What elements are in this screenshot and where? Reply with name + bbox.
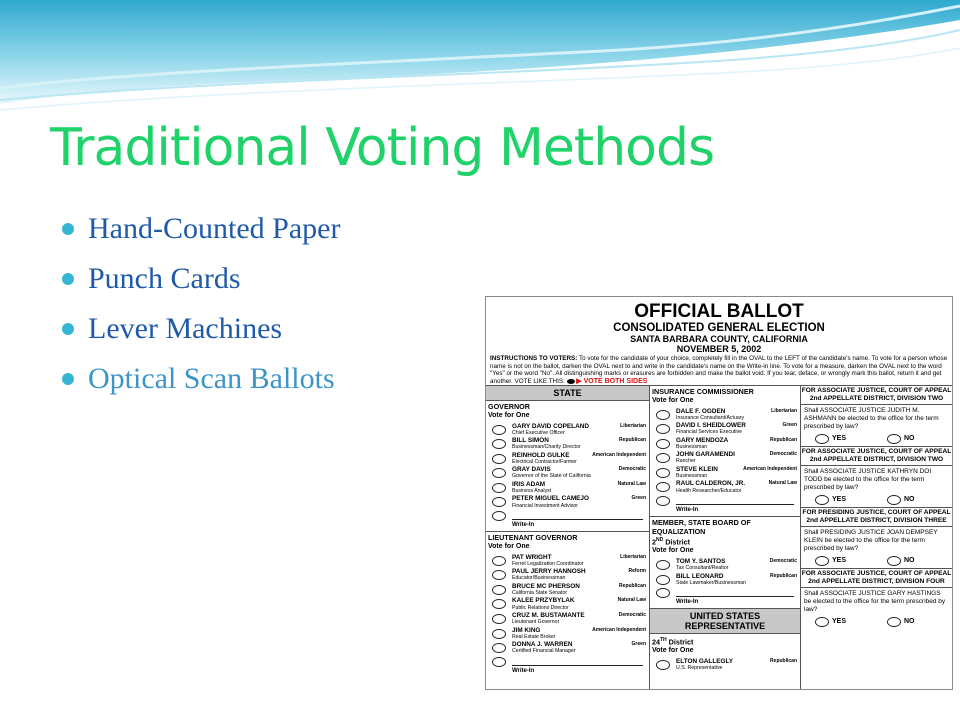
candidate-row xyxy=(488,452,647,467)
candidate-row xyxy=(488,627,647,642)
vote-oval[interactable] xyxy=(656,410,670,420)
candidate-party: Republican xyxy=(770,572,797,579)
candidate-row xyxy=(652,408,798,423)
candidate-party: American Independent xyxy=(592,451,646,458)
candidate-party: Libertarian xyxy=(620,422,646,429)
candidate-party: Libertarian xyxy=(771,407,797,414)
candidate-occupation: Businessman xyxy=(676,443,708,450)
vote-both-sides-notice: ▶ VOTE BOTH SIDES xyxy=(576,377,648,385)
yes-no-row xyxy=(801,554,952,569)
race-vote-for: Vote for One xyxy=(652,396,694,404)
candidate-row xyxy=(652,451,798,466)
header-swoosh-decoration xyxy=(0,0,960,120)
vote-oval[interactable] xyxy=(492,511,506,521)
vote-oval[interactable] xyxy=(656,482,670,492)
candidate-party: Democratic xyxy=(618,611,646,618)
candidate-name: PAUL JERRY HANNOSH xyxy=(512,568,586,576)
candidate-occupation: Governor of the State of California xyxy=(512,473,591,480)
candidate-occupation: Health Researcher/Educator xyxy=(676,487,742,494)
candidate-row xyxy=(488,583,647,598)
yes-oval[interactable] xyxy=(815,556,829,566)
yes-no-row xyxy=(801,493,952,508)
candidate-name: REINHOLD GULKE xyxy=(512,451,570,459)
race-vote-for: Vote for One xyxy=(652,647,694,655)
vote-oval[interactable] xyxy=(656,453,670,463)
vote-oval[interactable] xyxy=(492,570,506,580)
vote-oval[interactable] xyxy=(492,556,506,566)
candidate-name: BRUCE MC PHERSON xyxy=(512,582,580,590)
no-oval[interactable] xyxy=(887,556,901,566)
candidate-party: Republican xyxy=(619,437,646,444)
vote-oval[interactable] xyxy=(492,454,506,464)
ballot-title: OFFICIAL BALLOT xyxy=(634,301,804,322)
candidate-occupation: Certified Financial Manager xyxy=(512,648,576,655)
race-insurance-commissioner xyxy=(650,386,800,517)
candidate-name: PETER MIGUEL CAMEJO xyxy=(512,495,589,503)
race-title: LIEUTENANT GOVERNOR xyxy=(488,533,578,543)
candidate-row xyxy=(652,437,798,452)
candidate-occupation: Lieutenant Governor xyxy=(512,619,560,626)
candidate-name: GARY DAVID COPELAND xyxy=(512,422,589,430)
judicial-retention-item xyxy=(801,386,952,447)
state-section-band: STATE xyxy=(486,386,649,401)
write-in-label: Write-In xyxy=(676,507,699,514)
ballot-instructions xyxy=(486,354,952,385)
write-in-row xyxy=(488,656,647,668)
candidate-name: RAUL CALDERON, JR. xyxy=(676,480,746,488)
ballot-column-judicial xyxy=(801,386,952,690)
candidate-occupation: Real Estate Broker xyxy=(512,633,556,640)
yes-label: YES xyxy=(832,435,847,442)
candidate-occupation: Business Analyst xyxy=(512,488,552,495)
judicial-header: FOR ASSOCIATE JUSTICE, COURT OF APPEAL 2nd APPELLATE DISTRICT, DIVISION TWO xyxy=(801,447,952,466)
no-label: NO xyxy=(904,618,915,625)
race-title: GOVERNOR xyxy=(488,402,530,411)
candidate-row xyxy=(488,641,647,656)
candidate-row xyxy=(652,480,798,495)
no-label: NO xyxy=(904,435,915,442)
ballot-columns xyxy=(486,385,952,690)
write-in-line[interactable] xyxy=(512,519,643,520)
bullet-item xyxy=(62,210,340,260)
race-us-representative xyxy=(650,634,800,673)
vote-oval[interactable] xyxy=(492,425,506,435)
judicial-question: Shall ASSOCIATE JUSTICE KATHRYN DOI TODD be elected to the office for the term prescribed by law? xyxy=(804,468,932,491)
vote-oval[interactable] xyxy=(656,575,670,585)
candidate-party: American Independent xyxy=(592,626,646,633)
candidate-row xyxy=(488,466,647,481)
candidate-row xyxy=(652,558,798,573)
candidate-row xyxy=(652,466,798,481)
candidate-name: DAVID I. SHEIDLOWER xyxy=(676,422,746,430)
bullet-text: Lever Machines xyxy=(88,312,283,345)
candidate-party: Republican xyxy=(619,582,646,589)
no-oval[interactable] xyxy=(887,617,901,627)
yes-no-row xyxy=(801,432,952,447)
instructions-label: INSTRUCTIONS TO VOTERS: xyxy=(490,355,578,362)
candidate-name: STEVE KLEIN xyxy=(676,465,718,473)
no-label: NO xyxy=(904,496,915,503)
vote-oval[interactable] xyxy=(492,483,506,493)
candidate-party: Reform xyxy=(628,568,646,575)
candidate-row xyxy=(652,422,798,437)
vote-oval[interactable] xyxy=(656,496,670,506)
candidate-occupation: Businessman/Charity Director xyxy=(512,444,581,451)
instructions-text: To vote for the candidate of your choice, completely fill in the OVAL to the LEFT of the candidate's name. To vote for a person whose name is not on the ballot, darken the OVAL next to and write in the candidate's name on the Write-in line. To vote for a measure, darken the OVAL next to the word "Yes" or the word "No". All distinguishing marks or erasures are forbidden and make the ballot void. If you tear, deface, or wrongly mark this ballot, return it and get another. VOTE LIKE THIS: xyxy=(490,355,948,385)
filled-oval-icon xyxy=(567,379,575,384)
candidate-occupation: Financial Investment Advisor xyxy=(512,502,579,509)
vote-oval[interactable] xyxy=(492,629,506,639)
candidate-row xyxy=(488,423,647,438)
candidate-party: American Independent xyxy=(743,465,797,472)
candidate-name: IRIS ADAM xyxy=(512,480,546,488)
bullet-text: Hand-Counted Paper xyxy=(88,212,341,245)
ballot-date: NOVEMBER 5, 2002 xyxy=(676,344,762,354)
yes-oval[interactable] xyxy=(815,495,829,505)
vote-oval[interactable] xyxy=(656,588,670,598)
race-title: INSURANCE COMMISSIONER xyxy=(652,387,754,396)
bullet-item xyxy=(62,260,340,310)
candidate-name: KALEE PRZYBYLAK xyxy=(512,597,575,605)
us-representative-band: UNITED STATES REPRESENTATIVE xyxy=(650,609,800,634)
candidate-party: Libertarian xyxy=(620,553,646,560)
candidate-row xyxy=(488,437,647,452)
vote-oval[interactable] xyxy=(656,424,670,434)
race-district: 2ND District xyxy=(652,537,690,547)
yes-label: YES xyxy=(832,496,847,503)
judicial-retention-item xyxy=(801,447,952,508)
candidate-name: JIM KING xyxy=(512,626,541,634)
yes-oval[interactable] xyxy=(815,617,829,627)
yes-label: YES xyxy=(832,618,847,625)
vote-oval[interactable] xyxy=(492,614,506,624)
race-vote-for: Vote for One xyxy=(652,546,694,554)
judicial-header: FOR PRESIDING JUSTICE, COURT OF APPEAL 2nd APPELLATE DISTRICT, DIVISION THREE xyxy=(801,508,952,527)
candidate-party: Green xyxy=(631,641,646,648)
bullet-dot-icon xyxy=(62,223,74,235)
write-in-line[interactable] xyxy=(676,596,794,597)
candidate-row xyxy=(488,612,647,627)
judicial-question: Shall ASSOCIATE JUSTICE JUDITH M. ASHMANN be elected to the office for the term prescribed by law? xyxy=(804,407,939,430)
candidate-party: Democratic xyxy=(618,466,646,473)
candidate-party: Green xyxy=(782,422,797,429)
slide-title: Traditional Voting Methods xyxy=(50,118,715,178)
write-in-label: Write-In xyxy=(676,599,699,606)
write-in-row xyxy=(488,510,647,522)
candidate-party: Green xyxy=(631,495,646,502)
judicial-retention-item xyxy=(801,508,952,569)
candidate-party: Republican xyxy=(770,658,797,665)
candidate-name: GARY MENDOZA xyxy=(676,436,729,444)
sample-ballot-image xyxy=(485,296,953,690)
judicial-question: Shall PRESIDING JUSTICE JOAN DEMPSEY KLEIN be elected to the office for the term prescribed by law? xyxy=(804,529,938,552)
bullet-item xyxy=(62,360,340,410)
bullet-text: Punch Cards xyxy=(88,262,241,295)
bullet-text: Optical Scan Ballots xyxy=(88,362,335,395)
no-oval[interactable] xyxy=(887,495,901,505)
candidate-row xyxy=(488,554,647,569)
candidate-occupation: State Lawmaker/Businessman xyxy=(676,579,747,586)
vote-oval[interactable] xyxy=(492,439,506,449)
vote-oval[interactable] xyxy=(492,599,506,609)
yes-no-row xyxy=(801,615,952,629)
candidate-party: Republican xyxy=(770,436,797,443)
write-in-row xyxy=(652,495,798,507)
candidate-name: JOHN GARAMENDI xyxy=(676,451,735,459)
candidate-occupation: Electrical Contractor/Farmer xyxy=(512,458,577,465)
vote-oval[interactable] xyxy=(492,585,506,595)
candidate-party: Natural Law xyxy=(617,480,646,487)
vote-oval[interactable] xyxy=(492,643,506,653)
candidate-row xyxy=(652,573,798,588)
write-in-row xyxy=(652,587,798,599)
candidate-occupation: Public Relations Director xyxy=(512,604,569,611)
bullet-dot-icon xyxy=(62,323,74,335)
vote-oval[interactable] xyxy=(656,468,670,478)
race-title: MEMBER, STATE BOARD OF xyxy=(652,518,751,528)
judicial-header: FOR ASSOCIATE JUSTICE, COURT OF APPEAL 2nd APPELLATE DISTRICT, DIVISION TWO xyxy=(801,386,952,405)
ballot-county: SANTA BARBARA COUNTY, CALIFORNIA xyxy=(630,334,808,344)
write-in-label: Write-In xyxy=(512,522,535,529)
vote-oval[interactable] xyxy=(656,660,670,670)
write-in-label: Write-In xyxy=(512,667,535,674)
bullet-dot-icon xyxy=(62,273,74,285)
candidate-name: TOM Y. SANTOS xyxy=(676,557,726,565)
candidate-row xyxy=(488,597,647,612)
race-district: 24TH District xyxy=(652,637,694,647)
bullet-item xyxy=(62,310,340,360)
candidate-occupation: Financial Services Executive xyxy=(676,429,743,436)
candidate-occupation: Chief Executive Officer xyxy=(512,429,565,436)
candidate-occupation: California State Senator xyxy=(512,589,568,596)
write-in-line[interactable] xyxy=(676,504,794,505)
candidate-occupation: U.S. Representative xyxy=(676,665,723,672)
candidate-name: CRUZ M. BUSTAMANTE xyxy=(512,611,585,619)
write-in-line[interactable] xyxy=(512,665,643,666)
candidate-occupation: Businessman xyxy=(676,473,708,480)
vote-oval[interactable] xyxy=(492,497,506,507)
yes-label: YES xyxy=(832,557,847,564)
yes-oval[interactable] xyxy=(815,434,829,444)
vote-oval[interactable] xyxy=(492,468,506,478)
candidate-row xyxy=(488,495,647,510)
race-lieutenant-governor xyxy=(486,532,649,677)
candidate-occupation: Insurance Consultant/Actuary xyxy=(676,414,745,421)
ballot-column-state xyxy=(486,386,650,690)
candidate-row xyxy=(488,481,647,496)
candidate-party: Democratic xyxy=(769,557,797,564)
no-label: NO xyxy=(904,557,915,564)
race-governor xyxy=(486,401,649,532)
candidate-name: BILL SIMON xyxy=(512,437,549,445)
candidate-occupation: Ferret Legalization Coordinator xyxy=(512,560,584,567)
candidate-name: PAT WRIGHT xyxy=(512,553,552,561)
candidate-occupation: Rancher xyxy=(676,458,696,465)
no-oval[interactable] xyxy=(887,434,901,444)
vote-oval[interactable] xyxy=(656,439,670,449)
race-vote-for: Vote for One xyxy=(488,411,530,419)
judicial-question: Shall ASSOCIATE JUSTICE GARY HASTINGS be elected to the office for the term prescribed by law? xyxy=(804,590,946,613)
candidate-party: Natural Law xyxy=(617,597,646,604)
candidate-name: ELTON GALLEGLY xyxy=(676,658,734,666)
race-vote-for: Vote for One xyxy=(488,542,530,550)
race-board-of-equalization xyxy=(650,517,800,609)
bullet-dot-icon xyxy=(62,373,74,385)
vote-oval[interactable] xyxy=(656,560,670,570)
candidate-name: BILL LEONARD xyxy=(676,572,724,580)
ballot-header xyxy=(486,301,952,354)
judicial-retention-item xyxy=(801,569,952,629)
candidate-row xyxy=(652,658,798,673)
race-title: EQUALIZATION xyxy=(652,526,706,536)
candidate-party: Democratic xyxy=(769,451,797,458)
candidate-row xyxy=(488,568,647,583)
candidate-party: Natural Law xyxy=(768,480,797,487)
candidate-name: GRAY DAVIS xyxy=(512,466,551,474)
ballot-subtitle: CONSOLIDATED GENERAL ELECTION xyxy=(613,322,825,334)
judicial-header: FOR ASSOCIATE JUSTICE, COURT OF APPEAL 2nd APPELLATE DISTRICT, DIVISION FOUR xyxy=(801,569,952,588)
vote-oval[interactable] xyxy=(492,657,506,667)
candidate-name: DALE F. OGDEN xyxy=(676,407,726,415)
ballot-column-middle xyxy=(650,386,801,690)
candidate-occupation: Tax Consultant/Realtor xyxy=(676,565,729,572)
bullet-list xyxy=(62,210,340,410)
candidate-name: DONNA J. WARREN xyxy=(512,641,573,649)
candidate-occupation: Educator/Businessman xyxy=(512,575,566,582)
